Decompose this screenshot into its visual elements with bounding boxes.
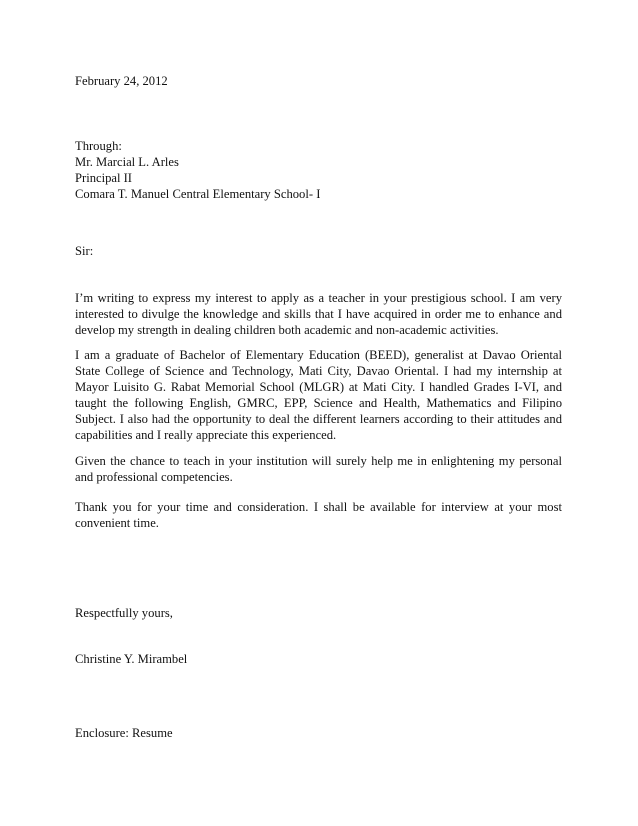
body-paragraph-2: I am a graduate of Bachelor of Elementary Education (BEED), generalist at Davao Oriental State College of Science and Technology, Mati City, Davao Oriental. I had my internship at Mayor Luisito G. Rabat Memorial School (MLGR) at Mati City. I handled Grades I-VI, and taught the following English, GMRC, EPP, Science and Health, Mathematics and Filipino Subject. I also had the opportunity to deal the different learners according to their attitudes and capabilities and I really appreciate this experienced. bbox=[75, 348, 562, 442]
recipient-name: Mr. Marcial L. Arles bbox=[75, 155, 179, 169]
body-paragraph-3: Given the chance to teach in your institution will surely help me in enlightening my personal and professional competencies. bbox=[75, 454, 562, 484]
signature-name: Christine Y. Mirambel bbox=[75, 652, 188, 666]
closing: Respectfully yours, bbox=[75, 606, 173, 620]
recipient-school: Comara T. Manuel Central Elementary School- I bbox=[75, 187, 321, 201]
recipient-through: Through: bbox=[75, 139, 122, 153]
recipient-title: Principal II bbox=[75, 171, 133, 185]
body-paragraph-1: I’m writing to express my interest to apply as a teacher in your prestigious school. I am very interested to divulge the knowledge and skills that I have acquired in order me to enhance and develop my strength in dealing children both academic and non-academic activities. bbox=[75, 291, 562, 337]
salutation: Sir: bbox=[75, 244, 94, 258]
body-paragraph-4: Thank you for your time and consideration. I shall be available for interview at your most convenient time. bbox=[75, 500, 562, 530]
enclosure: Enclosure: Resume bbox=[75, 726, 173, 740]
letter-date: February 24, 2012 bbox=[75, 74, 168, 88]
